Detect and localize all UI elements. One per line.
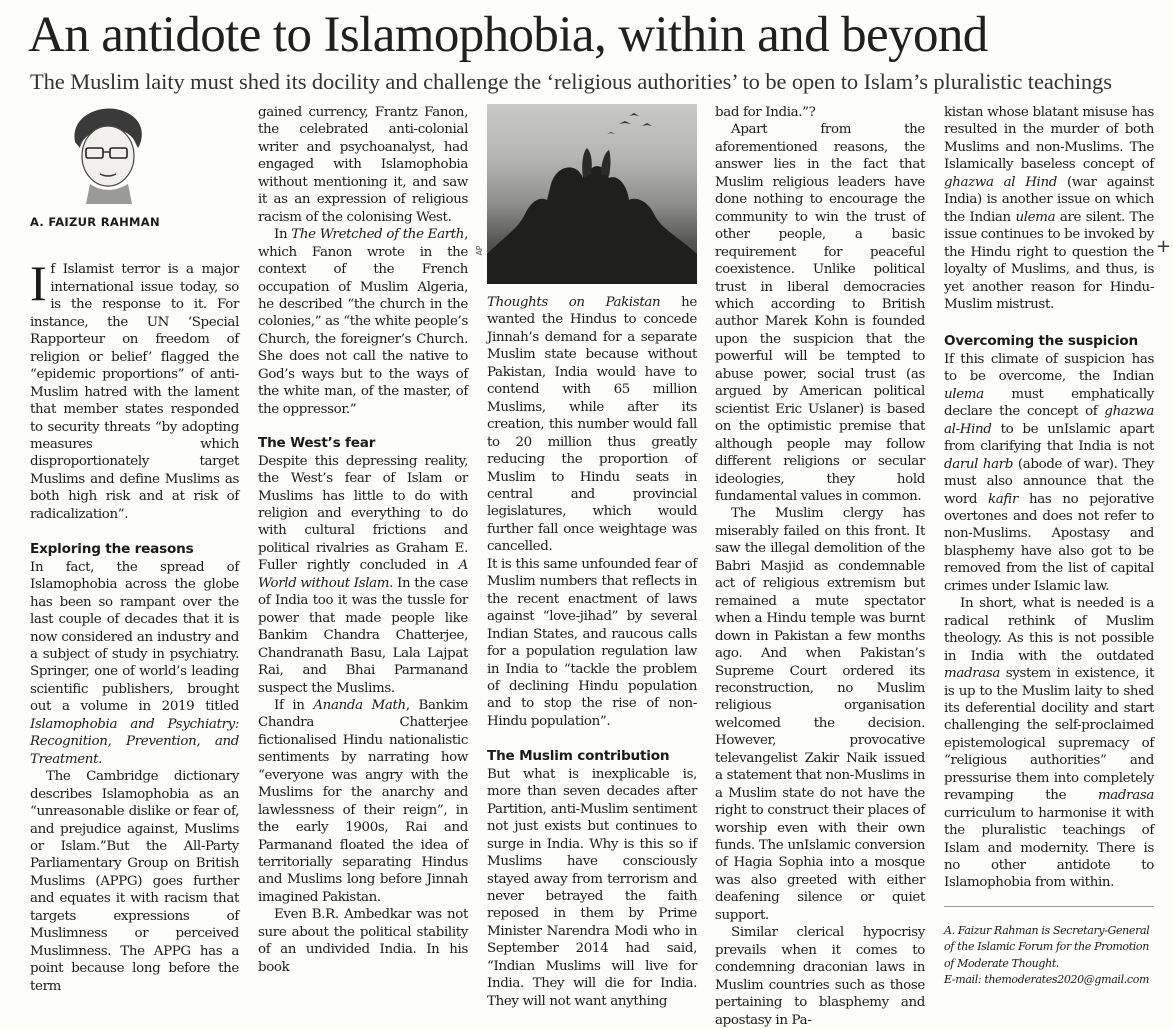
news-photo <box>475 104 697 284</box>
paragraph: In fact, the spread of Islamophobia across the globe has been so rampant over the last couple of decades that it is now considered an industry and a subject of study in psychiatry. Springer, one of world’s leading scientific publishers, brought out a volume in 2019 titled Islamophobia and Psychiatry: Recognition, Prevention, and Treatment. <box>30 559 239 767</box>
crosshair-icon: + <box>1155 236 1171 257</box>
headline: An antidote to Islamophobia, within and beyond <box>28 7 988 63</box>
byline: A. FAIZUR RAHMAN <box>30 215 160 229</box>
author-email: E-mail: themoderates2020@gmail.com <box>944 973 1150 987</box>
paragraph: Apart from the aforementioned reasons, the answer lies in the fact that Muslim religious leaders have done nothing to encourage the community to win the trust of other people, a basic requirement for peaceful coexistence. Unlike political trust in liberal democracies which according to British author Marek Kohn is founded upon the suspicion that the powerful will be tempted to abuse power, social trust (as argued by American political scientist Eric Uslaner) is based on the optimistic premise that although people may follow different religions or secular ideologies, they hold fundamental values in common. <box>715 122 925 504</box>
drop-cap: I <box>30 255 47 312</box>
paragraph: Even B.R. Ambedkar was not sure about the political stability of an undivided India. In his book <box>258 907 468 975</box>
article-column-2 <box>258 104 469 975</box>
subheading: The Muslim contribution <box>487 748 670 765</box>
paragraph: But what is inexplicable is, more than seven decades after Partition, anti-Muslim sentiment not just exists but continues to surge in India. Why is this so if Muslims have consciously stayed away from terrorism and never betrayed the faith reposed in them by Prime Minister Narendra Modi who in September 2014 had said, “Indian Muslims will live for India. They will die for India. They will not want anything <box>487 766 697 1009</box>
divider <box>944 906 1154 907</box>
article-column-1 <box>30 104 239 994</box>
paragraph <box>30 255 239 523</box>
paragraph: Despite this depressing reality, the West’s fear of Islam or Muslims has little to do with religion and everything to do with cultural frictions and political rivalries as Graham E. Fuller rightly concluded in A World without Islam. In the case of India too it was the tussle for power that made people like Bankim Chandra Chatterjee, Chandranath Basu, Lala Lajpat Rai, and Bhai Parmanand suspect the Muslims. <box>258 453 468 696</box>
bio-text: A. Faizur Rahman is Secretary-General of the Islamic Forum for the Promotion of Moderate Thought. <box>944 923 1150 970</box>
paragraph: bad for India.”? <box>715 105 816 120</box>
author-portrait <box>50 104 160 204</box>
paragraph: Similar clerical hypocrisy prevails when it comes to condemning draconian laws in Muslim countries such as those pertaining to blasphemy and apostasy in Pa- <box>715 925 925 1028</box>
subheading: Overcoming the suspicion <box>944 333 1139 350</box>
paragraph: In The Wretched of the Earth, which Fanon wrote in the context of the French occupation of Muslim Algeria, he described “the church in the colonies,” as “the white people’s Church, the foreigner’s Church. She does not call the native to God’s ways but to the ways of the white man, of the master, of the oppressor.” <box>258 227 469 417</box>
paragraph: Thoughts on Pakistan he wanted the Hindus to concede Jinnah’s demand for a separate Muslim state because without Pakistan, India would have to contend with 65 million Muslims, while after its creation, this number would fall to 20 million thus greatly reducing the proportion of Muslim to Hindu seats in central and provincial legislatures, which would further fall once weightage was cancelled. <box>487 295 697 555</box>
subheading: Exploring the reasons <box>30 541 194 558</box>
text: f Islamist terror is a major international issue today, so is the response to it. For instance, the UN ‘Special Rapporteur on freedom of religion or belief’ flagged the “epidemic proportions” of anti-Muslim hatred with the lament that member states responded to security threats “by adopting measures which disproportionately target Muslims and define Muslims as both high risk and at risk of radicalization”. <box>30 262 239 522</box>
article-column-5 <box>944 104 1155 987</box>
paragraph: In short, what is needed is a radical rethink of Muslim theology. As this is not possible in India with the outdated madrasa system in existence, it is up to the Muslim laity to shed its deferential docility and start challenging the self-proclaimed epistemological supremacy of “religious authorities” and pressurise them into completely revamping the madrasa curriculum to harmonise it with the pluralistic teachings of Islam and modernity. There is no other antidote to Islamophobia from within. <box>944 596 1154 891</box>
author-bio <box>944 923 1154 989</box>
subheading: The West’s fear <box>258 435 376 452</box>
paragraph: The Cambridge dictionary describes Islamophobia as an “unreasonable dislike or fear of, and prejudice against, Muslims or Islam.”But the All-Party Parliamentary Group on British Muslims (APPG) goes further and equates it with racism that targets expressions of Muslimness or perceived Muslimness. The APPG has a point because long before the term <box>30 769 239 994</box>
paragraph: gained currency, Frantz Fanon, the celebrated anti-colonial writer and psychoanalyst, had engaged with Islamophobia without mentioning it, and saw it as an expression of religious racism of the colonising West. <box>258 105 468 225</box>
photo-credit: AP <box>475 245 485 256</box>
paragraph: If this climate of suspicion has to be overcome, the Indian ulema must emphatically declare the concept of ghazwa al-Hind to be unIslamic apart from clarifying that India is not darul harb (abode of war). They must also announce that the word kafir has no pejorative overtones and does not refer to non-Muslims. Apostasy and blasphemy have also got to be removed from the list of capital crimes under Islamic law. <box>944 351 1155 594</box>
article-column-4 <box>715 104 925 1028</box>
paragraph: If in Ananda Math, Bankim Chandra Chatterjee fictionalised Hindu nationalistic sentiments by narrating how “everyone was angry with the Muslims for the anarchy and lawlessness of their reign”, in the early 1900s, Rai and Parmanand floated the idea of territorially separating Hindus and Muslims long before Jinnah imagined Pakistan. <box>258 697 468 905</box>
paragraph: kistan whose blatant misuse has resulted in the murder of both Muslims and non-Muslims. The Islamically baseless concept of ghazwa al Hind (war against India) is another issue on which the Indian ulema are silent. The issue continues to be invoked by the Hindu right to question the loyalty of Muslims, and thus, is yet another reason for Hindu-Muslim mistrust. <box>944 105 1155 312</box>
article-column-3 <box>475 104 697 1009</box>
standfirst: The Muslim laity must shed its docility and challenge the ‘religious authorities’ to be open to Islam’s pluralistic teachings <box>30 69 1112 94</box>
paragraph: It is this same unfounded fear of Muslim numbers that reflects in the recent enactment of laws against “love-jihad” by several Indian States, and raucous calls for a population regulation law in India to “tackle the problem of declining Hindu population and to stop the rise of non-Hindu population”. <box>487 556 697 729</box>
paragraph: The Muslim clergy has miserably failed on this front. It saw the illegal demolition of the Babri Masjid as condemnable act of religious extremism but remained a mute spectator when a Hindu temple was burnt down in Pakistan a few months ago. And when Pakistan’s Supreme Court ordered its reconstruction, no Muslim religious organisation welcomed the decision. However, provocative televangelist Zakir Naik issued a statement that non-Muslims in a Muslim state do not have the right to construct their places of worship even with their own funds. The unIslamic conversion of Hagia Sophia into a mosque was also greeted with either deafening silence or quiet support. <box>715 506 925 923</box>
